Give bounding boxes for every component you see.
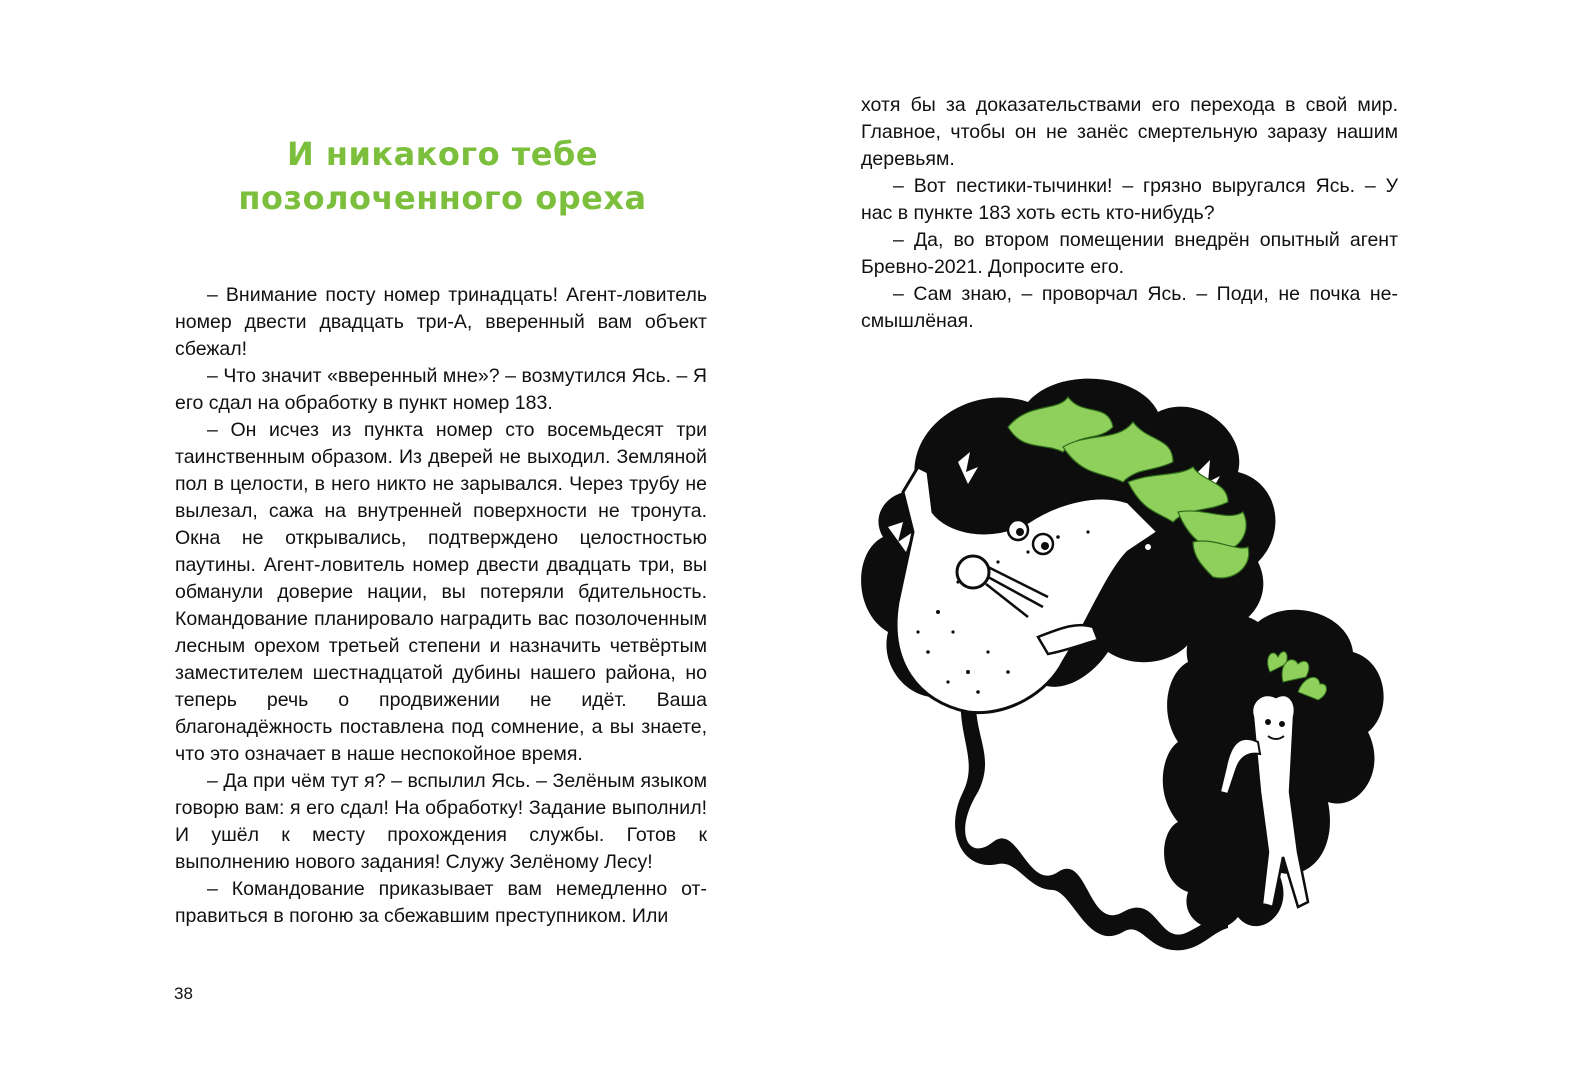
chapter-title <box>175 132 710 220</box>
chapter-title-line-2: позолоченного ореха <box>238 179 647 217</box>
paragraph: – Внимание посту номер тринадцать! Агент-ловитель номер двести двадцать три-А, вверенный вам объект сбежал! <box>175 284 707 360</box>
left-page-body <box>175 282 707 930</box>
paragraph: – Вот пестики-тычинки! – грязно выругался Ясь. – У нас в пункте 183 хоть есть кто-нибудь? <box>861 175 1398 224</box>
right-page-body <box>861 92 1398 335</box>
page-number: 38 <box>174 984 193 1003</box>
chapter-title-line-1: И никакого тебе <box>286 135 599 173</box>
paragraph: – Сам знаю, – проворчал Ясь. – Поди, не почка несмышлёная. <box>861 283 1398 332</box>
paragraph: – Да, во втором помещении внедрён опытный агент Бревно-2021. Допросите его. <box>861 229 1398 278</box>
tree-characters-illustration <box>858 372 1398 962</box>
left-page <box>0 0 788 1080</box>
paragraph: – Командование приказывает вам немедленно отправиться в погоню за сбежавшим преступником. Или <box>175 878 707 927</box>
paragraph: хотя бы за доказательствами его перехода в свой мир. Главное, чтобы он не занёс смертельную заразу нашим деревьям. <box>861 94 1398 170</box>
paragraph: – Он исчез из пункта номер сто восемьдесят три таинственным образом. Из дверей не выходил. Земляной пол в целости, в него никто не зарывался. Через трубу не вылезал, сажа на внутренней поверхности не тронута. Окна не открывались, подтверждено целостностью паутины. Агент-ловитель номер двести двадцать три, вы обманули доверие нации, вы потеряли бдительность. Командование планировало наградить вас позолоченным лесным орехом третьей степени и назначить четвёртым заместителем шестнадцатой дубины нашего района, но теперь речь о продвижении не идёт. Ваша благонадёжность поставлена под сомнение, а вы знаете, что это означает в наше неспокойное время. <box>175 419 707 765</box>
paragraph: – Что значит «вверенный мне»? – возмутился Ясь. – Я его сдал на обработку в пункт номер 183. <box>175 365 707 414</box>
paragraph: – Да при чём тут я? – вспылил Ясь. – Зелёным языком говорю вам: я его сдал! На обработку! Задание выполнил! И ушёл к месту прохождения службы. Готов к выполнению нового задания! Служу Зелёному Лесу! <box>175 770 707 873</box>
